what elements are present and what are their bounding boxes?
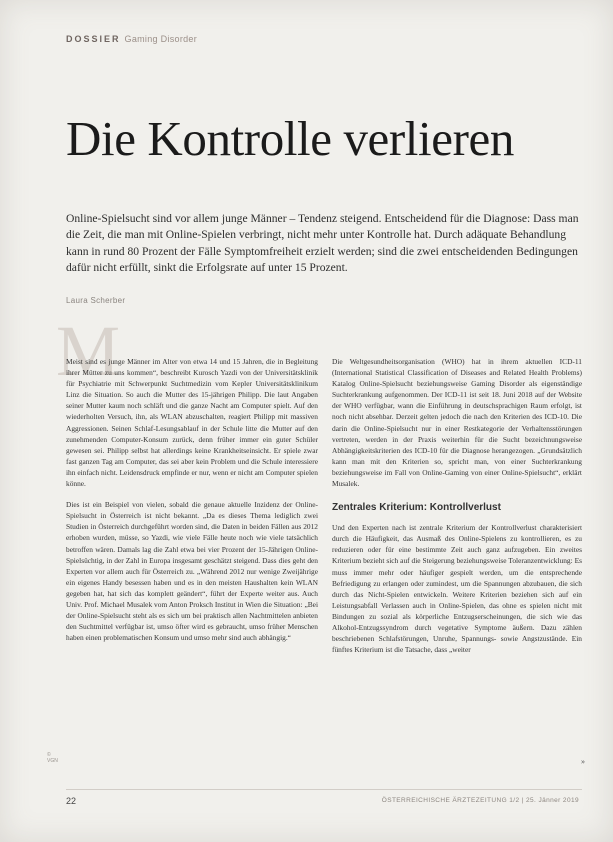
body-column-left — [66, 356, 318, 653]
section-name: DOSSIER — [66, 34, 121, 44]
article-author: Laura Scherber — [66, 296, 126, 305]
page-number: 22 — [66, 796, 77, 806]
continue-arrow-icon: » — [581, 757, 585, 766]
body-column-right — [332, 356, 582, 665]
body-paragraph: Und den Experten nach ist zentrale Kriterium der Kontrollverlust charakterisiert durch die Häufigkeit, das Ausmaß des Online-Spielens zu kontrollieren, es zu reduzieren oder für eine bestimmte Zeit auch ganz aufzugeben. Ein zweites Kriterium bezieht sich auf die Steigerung beziehungsweise Toleranzentwicklung: Es muss immer mehr oder häufiger gespielt werden, um die entsprechende Befriedigung zu erlangen oder zumindest, um die Spannungen abzubauen, die sich durch das Nicht-Spielen entwickeln. Weitere Kriterien beziehen sich auf ein Leistungsabfall Verlassen auch in Online-Spielen, das ohne es spielen nicht mit Bindungen zu sozial als körperliche Entzugserscheinungen, die sich wie das Alkohol-Entzugssyndrom durch vegetative Symptome äußern. Dazu zählen beschriebenen Schlafstörungen, Unruhe, Spannungs- sowie Angstzustände. Ein fünftes Kriterium ist die Tatsache, dass „weiter — [332, 523, 582, 655]
body-paragraph: Meist sind es junge Männer im Alter von etwa 14 und 15 Jahren, die in Begleitung ihrer Mütter zu uns kommen“, beschreibt Kurosch Yazdi von der Universitätsklinik für Psychiatrie mit Schwerpunkt Suchtmedizin vom Kepler Universitätsklinikum Linz die Situation. So auch die Mutter des 15-jährigen Philipp. Die laut Angaben seiner Mutter kaum noch schläft und die ganze Nacht am Computer spielt. Auf den wiederholten Versuch, ihn, als WLAN abzuschalten, reagiert Philipp mit massiven Aggressionen. Seinen Schlaf-Lesungsablauf in der Schule litte die Mutter auf den zunehmenden Computer-Konsum zurück, denn früher immer ein guter Schüler gewesen sei. Philipp selbst hat allerdings keine Krankheitseinsicht. Er spiele zwar fast ganzen Tag am Computer, das sei aber kein Problem und die Schule interessiere ihn einfach nicht. Leidensdruck empfinde er nur, wenn er nicht am Computer spielen könne. — [66, 357, 318, 489]
section-kicker — [66, 34, 197, 44]
photo-credit: © VGN — [47, 752, 58, 764]
article-title: Die Kontrolle verlieren — [66, 111, 514, 166]
section-subheading: Zentrales Kriterium: Kontrollverlust — [332, 502, 501, 514]
article-lead: Online-Spielsucht sind vor allem junge Männer – Tendenz steigend. Entscheidend für die Diagnose: Dass man die Zeit, die man mit Online-Spielen verbringt, nicht mehr unter Kontrolle hat. Durch adäquate Behandlung kann in rund 80 Prozent der Fälle Symptomfreiheit erzielt werden; sind die zwei entscheidenden Bedingungen dafür nicht erfüllt, sinkt die Erfolgsrate auf unter 15 Prozent. — [66, 212, 579, 274]
decorative-dropcap: M — [56, 311, 121, 391]
footer-divider — [66, 789, 582, 790]
body-paragraph: Die Weltgesundheitsorganisation (WHO) hat in ihrem aktuellen ICD-11 (International Statistical Classification of Diseases and Related Health Problems) Katalog Online-Spielsucht beziehungsweise Gaming Disorder als eigenständige Suchterkrankung aufgenommen. Der ICD-11 ist seit 18. Juni 2018 auf der Website der WHO verfügbar, wann die Einführung in deutschsprachigen Raum erfolgt, ist noch nicht absehbar. Derzeit gelten jedoch die nach den Kriterien des ICD-10. Die darin die Online-Spielsucht nur in einer Restkategorie der Verhaltensstörungen vertreten, werden in der Praxis weiterhin für die Sucht bezeichnungsweise Abhängigkeitskriterien des ICD-10 für die Diagnose herangezogen. „Grundsätzlich kann man mit den Kriterien so, spricht man, von einer Suchterkrankung beziehungsweise im Fall von Online-Gaming von einer Online-Spielsucht“, erklärt Musalek. — [332, 357, 582, 489]
section-topic: Gaming Disorder — [124, 34, 198, 44]
body-paragraph: Dies ist ein Beispiel von vielen, sobald die genaue aktuelle Inzidenz der Online-Spielsucht in Österreich ist nicht bekannt. „Da es dieses Thema lediglich zwei Studien in Österreich durchgeführt worden sind, die Daten in beiden Fällen aus 2012 erhoben wurden, müsse, so Yazdi, wie viele Fälle heute noch wie viele tatsächlich betroffen wären. Damals lag die Zahl etwa bei vier Prozent der 15-Jährigen Online-Spielsüchtig, in der Zahl in Europa insgesamt geschätzt steigend. Dass dies geht den Experten vor allem auch für Österreich zu. „Während 2012 nur wenige Zweijährige ein eigenes Handy besessen haben und es in den meisten Haushalten kein WLAN gegeben hat, hat sich das komplett geändert“, führt der Experte weiter aus. Auch Univ. Prof. Michael Musalek vom Anton Proksch Institut in Wien die Situation: „Bei der Online-Spielsucht steht als es sich um bei praktisch allen Nachtmittelen anbieten den Suchtmittel verfügbar ist, umso öfter wird es gebraucht, umso früher Menschen haben einen problematischen Konsum und umso mehr sind auch abhängig.“ — [66, 500, 318, 643]
journal-issue: ÖSTERREICHISCHE ÄRZTEZEITUNG 1/2 | 25. Jänner 2019 — [381, 797, 579, 804]
